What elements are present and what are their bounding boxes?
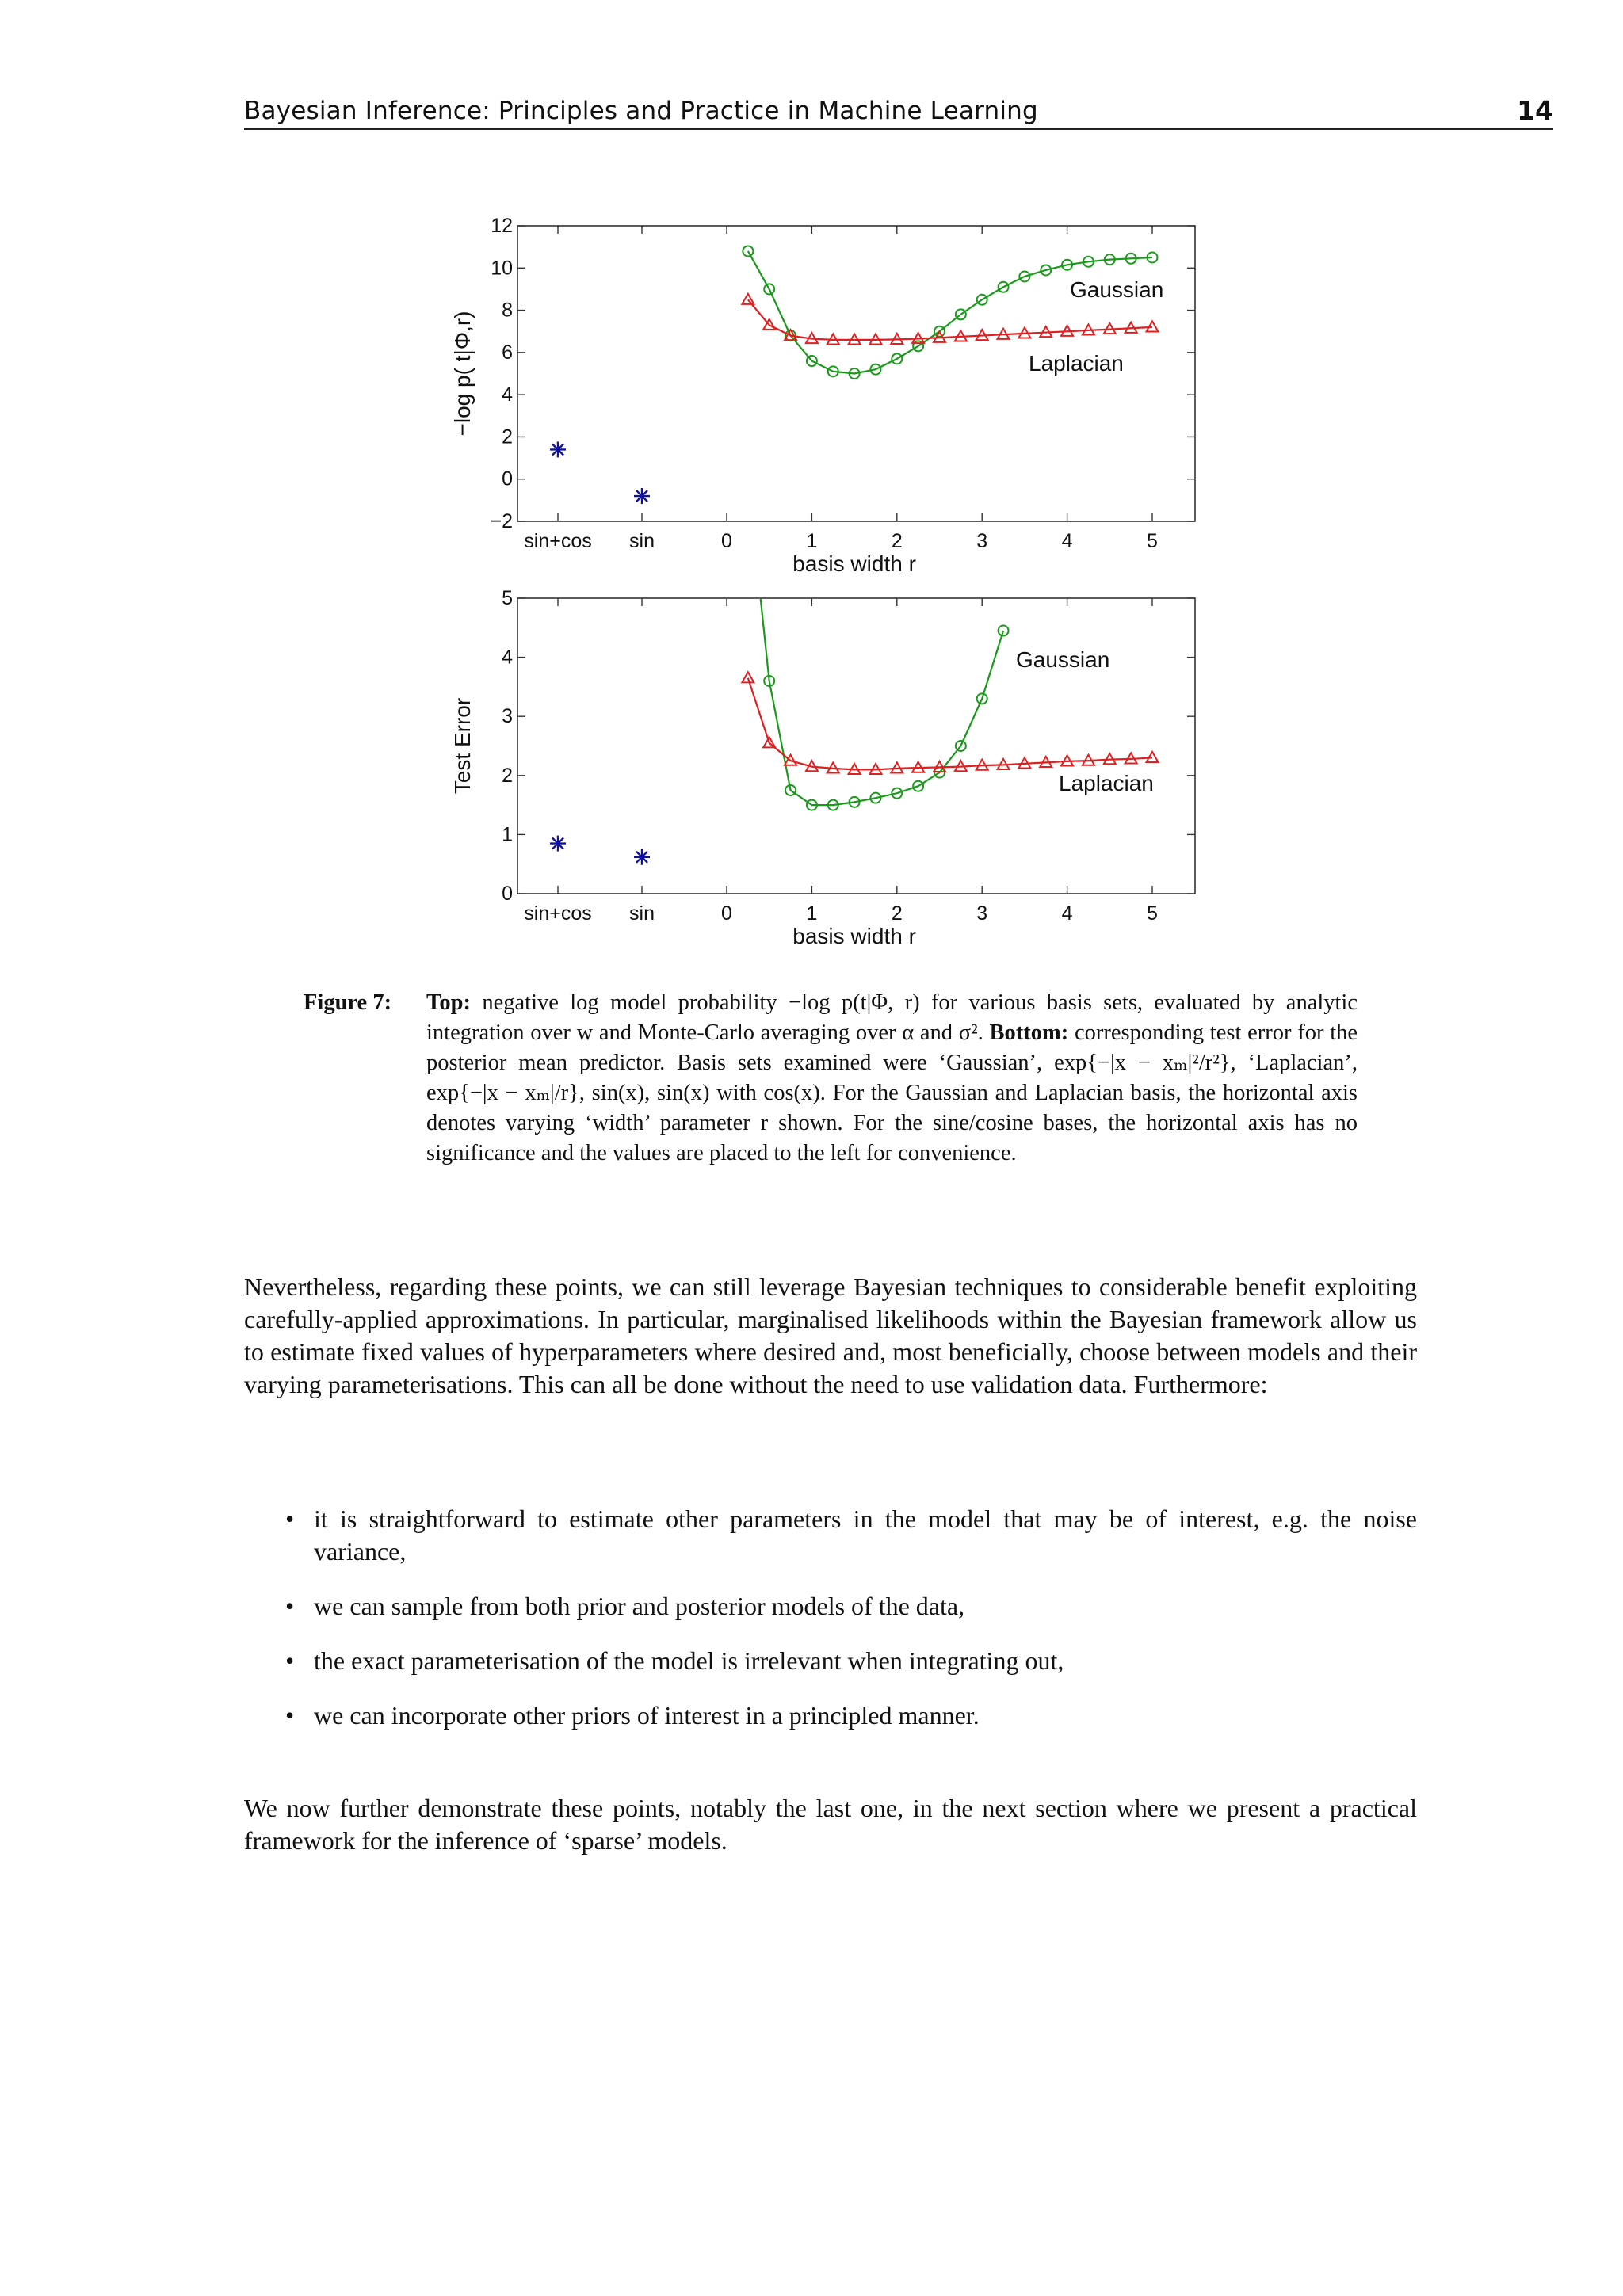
y-tick-label: 12 [491,215,513,237]
category-tick-label: sin [629,530,655,552]
y-tick-label: 8 [502,299,513,322]
category-tick-label: sin [629,902,655,925]
y-tick-label: 6 [502,341,513,364]
series-annotation: Laplacian [1029,351,1124,376]
triangle-marker [1147,752,1159,762]
y-tick-label: 4 [502,383,513,406]
x-tick-label: 0 [721,530,732,552]
x-tick-label: 3 [976,530,988,552]
y-tick-label: 2 [502,425,513,448]
y-axis-label: −log p( t|Φ,r) [450,311,475,437]
triangle-marker [1147,321,1159,331]
y-axis-label: Test Error [450,697,475,795]
y-tick-label: 0 [502,883,513,905]
x-tick-label: 3 [976,902,988,925]
chart-bottom [444,586,1236,959]
x-tick-label: 1 [806,530,818,552]
y-tick-label: 4 [502,646,513,669]
bullet-text: it is straightforward to estimate other parameters in the model that may be of interest, e.g. the noise variance, [314,1505,1417,1566]
x-tick-label: 1 [806,902,818,925]
x-tick-label: 0 [721,902,732,925]
bullet-icon: • [285,1701,295,1730]
series-annotation: Laplacian [1059,771,1154,795]
plot-frame [517,598,1195,894]
chart-top [444,214,1236,586]
caption-label: Figure 7: [304,990,392,1015]
x-tick-label: 5 [1147,902,1158,925]
bullet-icon: • [285,1592,295,1620]
bullet-list [244,1503,1417,1754]
x-axis-label: basis width r [792,551,916,576]
bullet-item [244,1590,1417,1623]
caption-part1: negative log model probability −log p(t|Φ, r) for various basis sets, evaluated by analytic integration over w and Monte-Carlo averaging over α and σ². [426,990,1358,1045]
category-tick-label: sin+cos [524,530,592,552]
circle-marker [743,246,753,256]
y-tick-label: −2 [490,510,513,532]
category-tick-label: sin+cos [524,902,592,925]
star-marker [550,441,566,457]
figure-caption [304,988,1358,1169]
series-annotation: Gaussian [1070,277,1164,302]
y-tick-label: 1 [502,823,513,846]
y-tick-label: 3 [502,705,513,728]
bullet-item [244,1645,1417,1677]
x-tick-label: 4 [1061,530,1073,552]
bullet-item [244,1699,1417,1732]
bullet-text: we can sample from both prior and posterior models of the data, [314,1592,965,1620]
y-tick-label: 0 [502,467,513,490]
x-tick-label: 2 [891,530,903,552]
x-tick-label: 2 [891,902,903,925]
triangle-marker [742,672,754,682]
series-annotation: Gaussian [1016,647,1110,672]
x-axis-label: basis width r [792,924,916,948]
running-head [244,93,1553,130]
bullet-icon: • [285,1646,295,1675]
bullet-text: we can incorporate other priors of interest in a principled manner. [314,1701,980,1730]
triangle-marker [742,294,754,304]
caption-top-label: Top: [426,990,471,1015]
bullet-icon: • [285,1505,295,1533]
running-title: Bayesian Inference: Principles and Practice in Machine Learning [244,97,1038,125]
series-line [748,678,1152,770]
caption-bottom-label: Bottom: [989,1020,1069,1045]
star-marker [634,488,650,504]
star-marker [550,836,566,852]
page-number: 14 [1517,95,1553,126]
paragraph-2: We now further demonstrate these points, notably the last one, in the next section where we present a practical framework for the inference of ‘sparse’ models. [244,1794,1417,1855]
y-tick-label: 5 [502,587,513,609]
x-tick-label: 5 [1147,530,1158,552]
series-line [748,299,1152,340]
bullet-item [244,1503,1417,1568]
caption-body [426,988,1358,1169]
bullet-text: the exact parameterisation of the model is irrelevant when integrating out, [314,1646,1064,1675]
y-tick-label: 10 [491,257,513,280]
y-tick-label: 2 [502,764,513,787]
caption-part2: corresponding test error for the posterior mean predictor. Basis sets examined were ‘Gaussian’, exp{−|x − xₘ|²/r²}, ‘Laplacian’, exp{−|x − xₘ|/r}, sin(x), sin(x) with cos(x). For the Gaussian and Laplacian basis, the horizontal axis denotes varying ‘width’ parameter r shown. For the sine/cosine bases, the horizontal axis has no significance and the values are placed to the left for convenience. [426,1020,1358,1165]
paragraph-1: Nevertheless, regarding these points, we can still leverage Bayesian techniques to considerable benefit exploiting carefully-applied approximations. In particular, marginalised likelihoods within the Bayesian framework allow us to estimate fixed values of hyperparameters where desired and, most beneficially, choose between models and their varying parameterisations. This can all be done without the need to use validation data. Furthermore: [244,1272,1417,1398]
star-marker [634,849,650,865]
x-tick-label: 4 [1061,902,1073,925]
